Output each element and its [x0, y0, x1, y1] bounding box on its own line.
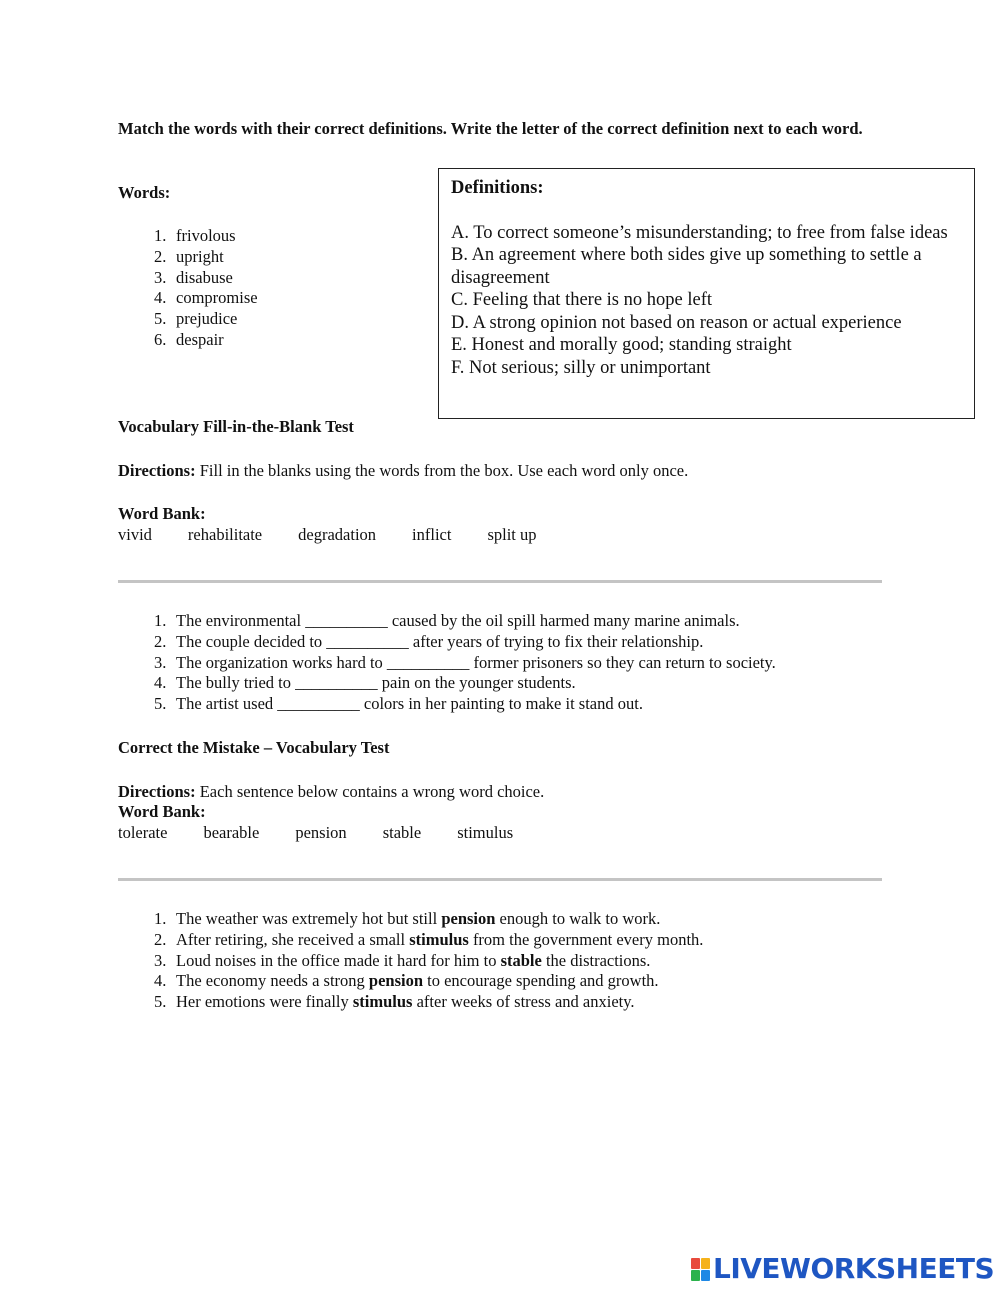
definition-item: D. A strong opinion not based on reason or actual experience	[451, 312, 902, 333]
list-item: 6. despair	[154, 329, 224, 349]
list-item: 5. The artist used __________ colors in her painting to make it stand out.	[154, 694, 643, 714]
word-bank-item: bearable	[203, 823, 260, 842]
matching-instructions: Match the words with their correct definitions. Write the letter of the correct definition next to each word.	[118, 119, 863, 138]
word-bank-item: pension	[295, 823, 347, 842]
directions-text: Each sentence below contains a wrong word choice.	[195, 782, 545, 801]
definition-item: B. An agreement where both sides give up something to settle a disagreement	[451, 245, 922, 288]
list-item: 4. compromise	[154, 288, 258, 308]
word-bank-item: degradation	[298, 525, 377, 544]
logo-mark-square	[701, 1270, 710, 1281]
list-item: 5. prejudice	[154, 309, 238, 329]
wrong-word: stable	[500, 950, 542, 970]
definition-item: A. To correct someone’s misunderstanding; to free from false ideas	[451, 222, 948, 243]
wrong-word: pension	[368, 971, 424, 991]
divider	[118, 580, 882, 583]
word-bank	[118, 524, 573, 545]
divider	[118, 878, 882, 881]
list-item: 1. The environmental __________ caused by the oil spill harmed many marine animals.	[154, 611, 740, 630]
list-item: 1. The weather was extremely hot but still pension enough to walk to work.	[154, 909, 661, 928]
fill-blank-title: Vocabulary Fill-in-the-Blank Test	[118, 417, 354, 436]
fill-blank-list	[118, 611, 776, 715]
logo-text: LIVEWORKSHEETS	[713, 1252, 995, 1285]
correct-mistake-title: Correct the Mistake – Vocabulary Test	[118, 738, 390, 757]
word-bank-item: stimulus	[457, 823, 514, 842]
definitions-box	[438, 168, 975, 419]
definition-item: F. Not serious; silly or unimportant	[451, 357, 711, 378]
word-bank-item: tolerate	[118, 823, 168, 842]
list-item: 3. The organization works hard to __________ former prisoners so they can return to society.	[154, 652, 776, 672]
word-bank-item: inflict	[412, 525, 452, 544]
word-bank-heading: Word Bank:	[118, 504, 206, 523]
definitions-heading: Definitions:	[451, 178, 544, 198]
list-item: 1. frivolous	[154, 226, 236, 245]
words-list	[118, 226, 258, 351]
list-item: 2. The couple decided to __________ after years of trying to fix their relationship.	[154, 631, 704, 651]
list-item: 3. disabuse	[154, 267, 233, 287]
word-bank-item: rehabilitate	[187, 525, 263, 544]
wrong-word: pension	[441, 909, 496, 928]
directions-label: Directions:	[118, 782, 196, 801]
list-item: 4. The economy needs a strong pension to encourage spending and growth.	[154, 971, 659, 991]
logo-mark-square	[701, 1258, 710, 1269]
word-bank	[118, 822, 549, 843]
words-heading: Words:	[118, 183, 171, 202]
list-item: 3. Loud noises in the office made it hard for him to stable the distractions.	[154, 950, 651, 970]
directions-text: Fill in the blanks using the words from the box. Use each word only once.	[195, 461, 689, 480]
list-item: 2. upright	[154, 246, 224, 266]
wrong-word: stimulus	[409, 929, 469, 949]
list-item: 5. Her emotions were finally stimulus after weeks of stress and anxiety.	[154, 992, 635, 1012]
fill-blank-directions	[118, 460, 688, 481]
word-bank-item: split up	[487, 525, 537, 544]
list-item: 2. After retiring, she received a small stimulus from the government every month.	[154, 929, 704, 949]
wrong-word: stimulus	[352, 992, 413, 1012]
directions-label: Directions:	[118, 461, 196, 480]
word-bank-heading: Word Bank:	[118, 802, 206, 821]
correct-mistake-directions	[118, 781, 544, 802]
word-bank-item: stable	[382, 823, 422, 842]
definition-item: C. Feeling that there is no hope left	[451, 290, 712, 310]
definition-item: E. Honest and morally good; standing straight	[451, 335, 792, 355]
word-bank-item: vivid	[118, 525, 152, 544]
logo-mark-icon	[691, 1258, 710, 1281]
correct-mistake-list	[118, 909, 703, 1013]
liveworksheets-logo	[691, 1253, 994, 1285]
list-item: 4. The bully tried to __________ pain on the younger students.	[154, 673, 576, 693]
logo-mark-square	[691, 1258, 700, 1269]
logo-mark-square	[691, 1270, 700, 1281]
